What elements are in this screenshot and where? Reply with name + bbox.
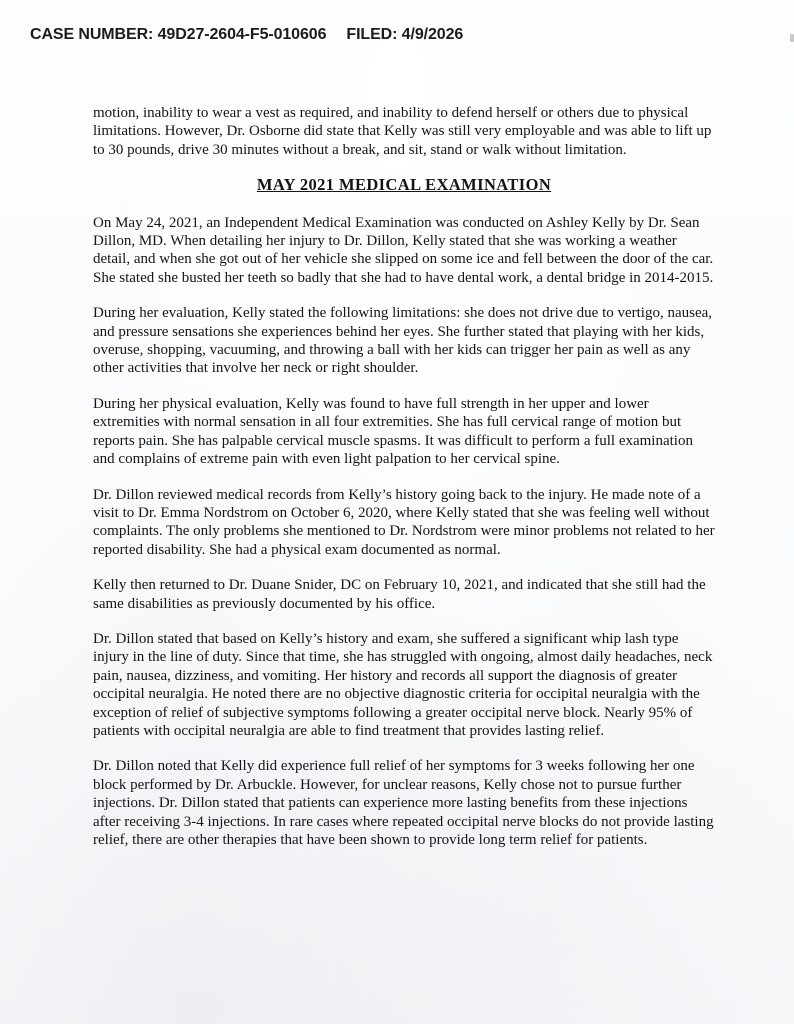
section-heading: MAY 2021 MEDICAL EXAMINATION: [256, 175, 552, 195]
paragraph-continuation: motion, inability to wear a vest as required, and inability to defend herself or others due to physical limitations. However, Dr. Osborne did state that Kelly was still very employable and was able to lift up to 30 pounds, drive 30 minutes without a break, and sit, stand or walk without limitation.: [93, 105, 712, 158]
paragraph-return-visit: Kelly then returned to Dr. Duane Snider, DC on February 10, 2021, and indicated that she still had the same disabilities as previously documented by his office.: [93, 577, 706, 612]
filed-date-label: FILED: 4/9/2026: [346, 26, 464, 43]
paragraph-records-review: Dr. Dillon reviewed medical records from Kelly’s history going back to the injury. He made note of a visit to Dr. Emma Nordstrom on October 6, 2020, where Kelly stated that she was feeling well without complaints. The only problems she mentioned to Dr. Nordstrom were minor problems not related to her reported disability. She had a physical exam documented as normal.: [93, 486, 715, 558]
case-number-label: CASE NUMBER: 49D27-2604-F5-010606: [30, 26, 327, 43]
paragraph-evaluation-limitations: During her evaluation, Kelly stated the following limitations: she does not drive due to vertigo, nausea, and pressure sensations she experiences behind her eyes. She further stated that playing with her kids, overuse, shopping, vacuuming, and throwing a ball with her kids can trigger her pain as well as any other activities that involve her neck or right shoulder.: [93, 305, 713, 377]
paragraph-treatment-relief: Dr. Dillon noted that Kelly did experience full relief of her symptoms for 3 weeks following her one block performed by Dr. Arbuckle. However, for unclear reasons, Kelly chose not to pursue further injections. Dr. Dillon stated that patients can experience more lasting benefits from these injections after receiving 3-4 injections. In rare cases where repeated occipital nerve blocks do not provide lasting relief, there are other therapies that have been shown to provide long term relief for patients.: [93, 758, 714, 848]
paragraph-may-exam-intro: On May 24, 2021, an Independent Medical Examination was conducted on Ashley Kelly by Dr. Sean Dillon, MD. When detailing her injury to Dr. Dillon, Kelly stated that she was working a weather detail, and when she got out of her vehicle she slipped on some ice and fell between the door of the car. She stated she busted her teeth so badly that she had to have dental work, a dental bridge in 2014-2015.: [93, 214, 714, 286]
scan-edge-artifact: [790, 34, 794, 42]
paragraph-diagnosis: Dr. Dillon stated that based on Kelly’s history and exam, she suffered a significant whip lash type injury in the line of duty. Since that time, she has struggled with ongoing, almost daily headaches, neck pain, nausea, dizziness, and vomiting. Her history and records all support the diagnosis of greater occipital neuralgia. He noted there are no objective diagnostic criteria for occipital neuralgia with the exception of relief of subjective symptoms following a greater occipital nerve block. Nearly 95% of patients with occipital neuralgia are able to find treatment that provides lasting relief.: [93, 630, 713, 739]
document-body: [93, 104, 715, 866]
case-header: [30, 26, 463, 44]
paragraph-physical-evaluation: During her physical evaluation, Kelly was found to have full strength in her upper and lower extremities with normal sensation in all four extremities. She has full cervical range of motion but reports pain. She has palpable cervical muscle spasms. It was difficult to perform a full examination and complains of extreme pain with even light palpation to her cervical spine.: [93, 395, 693, 468]
